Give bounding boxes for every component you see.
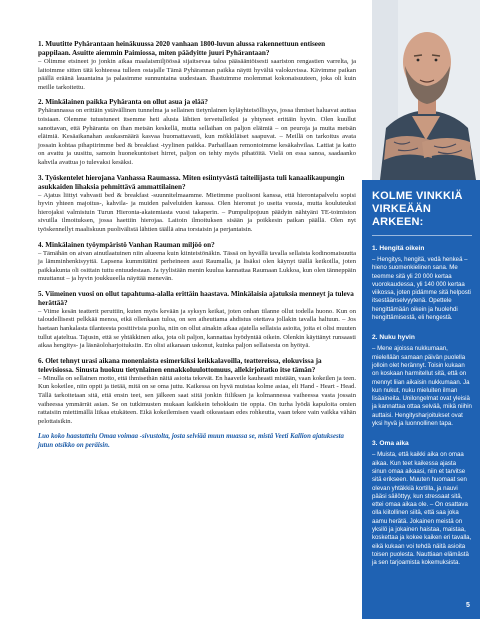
website-note: Luo koko haastattelu Omaa voimaa -sivustolta, josta selviää muun muassa se, mistä Veeti Kallion ajatuksesta jutun otsikko on peräisin. xyxy=(38,433,344,450)
answer-6: – Minulla on sellainen motto, että ihmisethän näitä asioita tekevät. En haaveile kauheasti mistään, vaan kokeilen ja teen. Kun kokeilee, niin oppii ja tietää, mitä on se oma juttu. Kaikessa on hyvä muistaa kolme asiaa, eli Hand - Heart - Head. Tällä tarkoitetaan sitä, että ensin teet, sen jälkeen saat siitä jonkin fiiliksen ja kolmannessa vaiheessa vasta jossain vaiheessa ymmärrät asian. Se on tutkimusten mukaan kaikkein tehokkain tie oppia. On turha lyödä kapuloita omien rattaisiin miettimällä liikaa etukäteen. Eikä kokeilemisen vaadi oikeastaan edes rohkeutta, vaan tekee vain vaikka vähän pelottaisikin. xyxy=(38,374,356,425)
answer-1: – Olimme etsineet jo jonkin aikaa maalaismiljöössä sijaitsevaa taloa pääsääntöisesti saariston rengastien varrelta, ja laitoimme sitten tätä kohteessa tulleen ostajalle Tämä Pyhärannan paikka näytti hyvältä valokuvissa. Kävimme paikan päällä eräänä lauantaina ja palasimme sunnuntaina uudestaan. Ihastuimme molemmat kokonaisuuteen, joka oli kuin meille tarkoitettu. xyxy=(38,58,356,91)
sidebar-divider xyxy=(372,235,472,236)
tip-3-heading: 3. Oma aika xyxy=(372,440,409,448)
tip-2 xyxy=(372,333,472,428)
portrait-photo xyxy=(372,0,480,180)
answer-5: – Viime kesän teatterit peruttiin, kuten myös kevään ja syksyn keikat, joten onhan tilanne ollut todella huono. Kun on taloudellisesti pelkkää menoa, eikä ollenkaan tuloa, on sen aiheuttama ahdistus otettava jollakin tavalla haltuun. – Jos haetaan hankalasta tilanteesta positiivisia puolia, niin on ollut ainakin aikaa ajatella sellaisia asioita, joita ei olisi muuten tullut ajateltua. Tajusin, että se yhtäkkinen aika, jota oli paljon, kannattaa hyödyntää oikein. Olenkin käyttänyt runsaasti aikaa hengitys- ja läsnäoloharjoituksiin. En olisi aikanaan uskonut, kuinka paljon sellaisesta on hyötyä. xyxy=(38,307,356,350)
answer-4: – Tämähän on aivan ainutlaatuinen niin alueena kuin kiinteistönäkin. Tässä on hyvällä tavalla sellaista kodinomaisuutta ja lämminhenkisyyttä. Lapsena kummitätini perheineen asui Raumalla, ja lisäksi olen käynyt täällä keikoilla, joten paikkakunta oli osittain tuttu entuudestaan. Ja tyylistään menin kuulua kannattaa Raumaan Lukkoa, kun olen tänneppäin muuttanut – ja hyvin joukkueella näyttää menevän. xyxy=(38,249,356,283)
question-5: 5. Viimeinen vuosi on ollut tapahtuma-alalla erittäin haastava. Minkälaisia ajatuksia menneyt ja tuleva herättää? xyxy=(38,289,354,307)
tip-3 xyxy=(372,439,472,567)
portrait-illustration xyxy=(372,0,480,180)
sidebar-title: KOLME VINKKIÄ VIRKEÄÄN ARKEEN: xyxy=(372,190,463,228)
question-6: 6. Olet tehnyt urasi aikana monenlaista esimerkiksi keikkalavoilla, teattereissa, elokuvissa ja televisiossa. Sinusta huokuu tietynlainen ennakkoluulottomuus, allekirjoitatko itse tämän? xyxy=(38,356,322,374)
tip-1 xyxy=(372,244,472,322)
qa-block-1 xyxy=(38,40,356,92)
answer-3: – Ajatus liittyi vahvasti bed & breakfast -suunnitelmaamme. Mietimme puolisoni kanssa, että hierontapalvelu sopisi hyvin yhteen majoitus-, kahvila- ja muiden palveluiden kanssa. Olen hieronut jo useita vuosia, mutta kouluteuksi hierojaksi valmistuin Turun Hieronta-akatemiasta vuosi takaperin. – Pumpulipojuun päädyin nähtyäni TE-toimiston sivuilla ilmoituksen, jossa haettiin hierojaa. Laitoin ilmoituksen sisään ja poikkesin paikan päällä. Olen nyt työskennellyt maaliskuun puolivälistä lähtien täällä aina torstaisin ja perjantaisin. xyxy=(38,191,356,233)
qa-block-2 xyxy=(38,98,356,167)
question-4: 4. Minkälainen työympäristö Vanhan Rauman miljöö on? xyxy=(38,240,215,249)
question-2: 2. Minkälainen paikka Pyhäranta on ollut asua ja elää? xyxy=(38,98,208,107)
qa-block-3 xyxy=(38,174,356,235)
interview-article xyxy=(38,40,356,450)
answer-2: Pyhärannassa on erittäin ystävällinen tunnelma ja sellainen tietynlainen kyläyhteisöllisyys, jossa ihmiset haluavat auttaa toisiaan. Olemme tutustuneet itsemme heti alusta lähtien tervetulleiksi ja yhtyneet erittäin hyvin. Olen kuullut sanottavan, että Pyhäranta on ihan metsän keskellä, mutta sellaihan on paljon eläimiä – on peuroja ja muita metsän eläimiä. Kesäaikanahan asukasmäärä kasvaa huomattavasti, kun mökkiläiset saapuvat. – Meillä on tarkoitus avata jossain kohtaa pihapiirimme bed & breakfast -tyylinen paikka. Parhaillaan remontoimme kesäkahvilaa. Lattiat ja katto on avattu ja uusittu, samoin huonekuntoiset hirret, paljon on tehty myös pihatöitä. Vielä on essa sanoa, saadaanko kahvila avattua jo tulevaksi kesäksi. xyxy=(38,107,356,166)
tip-2-heading: 2. Nuku hyvin xyxy=(372,334,415,342)
tip-1-heading: 1. Hengitä oikein xyxy=(372,245,425,252)
qa-block-4 xyxy=(38,241,356,284)
tip-3-text: – Muista, että kaikki aika on omaa aikaa. Kun teet kaikessa ajasta sinun omaa aikaasi, niin et tarvitse sitä erikseen. Muuten huomaat sen olevan yhtäkkiä kortilla, ja nauvi pääsi säilöttyy, kun stressaat sitä, ettei omaa aikaa ole. – On osattava olla kiitollinen siitä, että saa joka aamu herätä. Jokainen meistä on yksilö ja jokainen haistaa, maistaa, koskettaa ja kokee kaiken eri tavalla, eikä kukaan voi tehdä näitä asioita toisen puolesta. Nauttiaan elämästä ja sen tarjoamista kokemuksista. xyxy=(372,451,472,567)
tips-sidebar xyxy=(362,180,480,619)
question-3: 3. Työskentelet hierojana Vanhassa Raumassa. Miten esiintyvästä taiteilijasta tuli kanaalikaupungin asukkaiden lihaksia pehmittävä ammattilainen? xyxy=(38,173,345,191)
qa-block-5 xyxy=(38,290,356,351)
tip-2-text: – Mene ajoissa nukkumaan, mielellään samaan päivän puolella jolloin olet herännyt. Toisin kukaan on koskaan harmitellut sitä, että on mennyt liian aikaisin nukkumaan. Ja kun nukut, nuku mieluiten ilman lisäaineita. Unilongelmat ovat yleisiä ja kannattaa ottaa selvää, mikä niihin auttaisi. Hengitysharjoitukset ovat yksi hyvä ja luonnollinen tapa. xyxy=(372,345,472,428)
page-number: 5 xyxy=(466,602,470,609)
question-1: 1. Muutitte Pyhärantaan heinäkuussa 2020 vanhaan 1800-luvun alussa rakennettuun entiseen pappilaan. Asuitte aiemmin Paimiossa, miten päädyitte juuri Pyhärantaan? xyxy=(38,40,326,57)
tip-1-text: – Hengitys, hengitä, vedä henkeä – hieno suomenkielinen sana. Me teemme sitä yli 20 000 kertaa vuorokaudessa, yli 140 000 kertaa viikossa, joten pidämme sitä helposti itsestäänselvyytenä. Opettele hengittämään oikein ja huolehdi hengittämisestä, eli hengestä. xyxy=(372,256,471,322)
qa-block-6 xyxy=(38,357,356,427)
